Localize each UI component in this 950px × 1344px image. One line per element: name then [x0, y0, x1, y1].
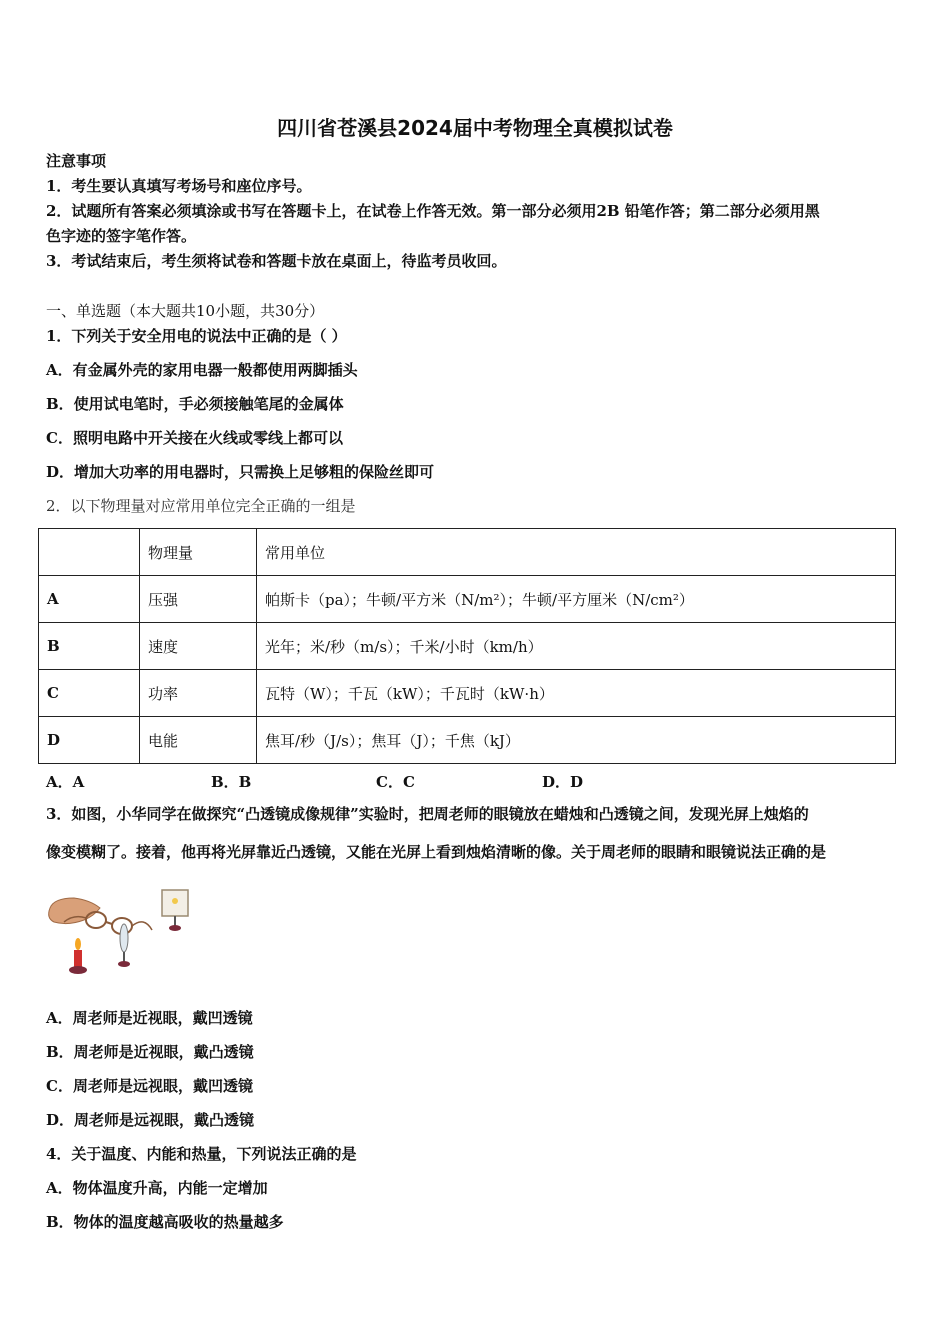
- row-quantity: 压强: [140, 576, 257, 623]
- notice-item: 2．试题所有答案必须填涂或书写在答题卡上，在试卷上作答无效。第一部分必须用2B 铅笔作答；第二部分必须用黑: [46, 202, 820, 220]
- question-3-option-d: D．周老师是远视眼，戴凸透镜: [46, 1111, 255, 1129]
- lens-stand-icon: [118, 961, 130, 967]
- question-4-option-a: A．物体温度升高，内能一定增加: [46, 1179, 268, 1197]
- table-header-row: [39, 529, 896, 576]
- table-row: [39, 717, 896, 764]
- lens-experiment-figure: [44, 886, 194, 986]
- question-1-stem: 1．下列关于安全用电的说法中正确的是（ ）: [46, 327, 347, 345]
- question-4-option-b: B．物体的温度越高吸收的热量越多: [46, 1213, 284, 1231]
- section-heading: 一、单选题（本大题共10小题，共30分）: [46, 302, 325, 320]
- row-units: 瓦特（W）；千瓦（kW）；千瓦时（kW·h）: [257, 670, 896, 717]
- row-label: A: [39, 576, 140, 623]
- question-1-option-a: A．有金属外壳的家用电器一般都使用两脚插头: [46, 361, 358, 379]
- row-label: B: [39, 623, 140, 670]
- question-2-option-c: C．C: [376, 773, 415, 791]
- question-1-option-c: C．照明电路中开关接在火线或零线上都可以: [46, 429, 343, 447]
- row-quantity: 速度: [140, 623, 257, 670]
- notice-item: 3．考试结束后，考生须将试卷和答题卡放在桌面上，待监考员收回。: [46, 252, 507, 270]
- units-table: [38, 528, 896, 764]
- notice-item: 1．考生要认真填写考场号和座位序号。: [46, 177, 312, 195]
- row-units: 光年；米/秒（m/s）；千米/小时（km/h）: [257, 623, 896, 670]
- question-2-option-b: B．B: [211, 773, 252, 791]
- question-1-option-b: B．使用试电笔时，手必须接触笔尾的金属体: [46, 395, 344, 413]
- table-header-cell: [39, 529, 140, 576]
- row-units: 焦耳/秒（J/s）；焦耳（J）；千焦（kJ）: [257, 717, 896, 764]
- question-2-option-d: D．D: [542, 773, 584, 791]
- table-header-cell: 物理量: [140, 529, 257, 576]
- row-label: C: [39, 670, 140, 717]
- row-quantity: 功率: [140, 670, 257, 717]
- question-2-option-a: A．A: [46, 773, 85, 791]
- notice-heading: 注意事项: [46, 152, 107, 170]
- glasses-icon: [86, 912, 106, 928]
- question-3-option-a: A．周老师是近视眼，戴凹透镜: [46, 1009, 253, 1027]
- hand-icon: [49, 898, 100, 924]
- row-label: D: [39, 717, 140, 764]
- row-quantity: 电能: [140, 717, 257, 764]
- question-1-option-d: D．增加大功率的用电器时，只需换上足够粗的保险丝即可: [46, 463, 435, 481]
- row-units: 帕斯卡（pa）；牛顿/平方米（N/m²）；牛顿/平方厘米（N/cm²）: [257, 576, 896, 623]
- question-2-stem: 2．以下物理量对应常用单位完全正确的一组是: [46, 497, 356, 515]
- question-4-stem: 4．关于温度、内能和热量，下列说法正确的是: [46, 1145, 357, 1163]
- candle-flame-icon: [75, 938, 81, 950]
- notice-item: 色字迹的签字笔作答。: [46, 227, 197, 245]
- table-row: [39, 623, 896, 670]
- question-3-stem: 像变模糊了。接着，他再将光屏靠近凸透镜，又能在光屏上看到烛焰清晰的像。关于周老师的眼睛和眼镜说法正确的是: [46, 843, 827, 861]
- table-header-cell: 常用单位: [257, 529, 896, 576]
- convex-lens-icon: [120, 924, 128, 952]
- question-3-option-c: C．周老师是远视眼，戴凹透镜: [46, 1077, 253, 1095]
- question-3-stem: 3．如图，小华同学在做探究“凸透镜成像规律”实验时，把周老师的眼镜放在蜡烛和凸透镜之间，发现光屏上烛焰的: [46, 805, 809, 823]
- candle-icon: [74, 950, 82, 968]
- question-3-option-b: B．周老师是近视眼，戴凸透镜: [46, 1043, 254, 1061]
- page-title: 四川省苍溪县2024届中考物理全真模拟试卷: [277, 116, 673, 140]
- table-row: [39, 576, 896, 623]
- table-row: [39, 670, 896, 717]
